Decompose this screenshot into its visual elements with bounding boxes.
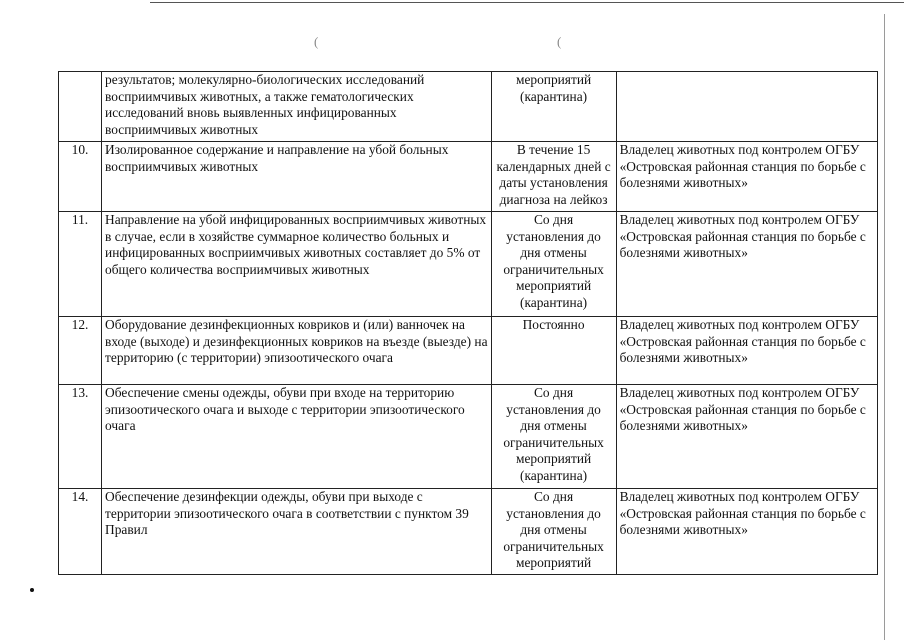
row-number: 12.: [59, 317, 102, 385]
top-edge-line: [150, 2, 904, 3]
table-row: [59, 489, 878, 575]
scan-mark-left: (: [314, 34, 319, 49]
responsible-text: Владелец животных под контролем ОГБУ «Островская районная станция по борьбе с болезнями животных»: [616, 317, 877, 385]
measure-text: результатов; молекулярно-биологических исследований восприимчивых животных, а также гематологических исследований вновь выявленных инфицированных восприимчивых животных: [102, 72, 492, 142]
measure-text: Направление на убой инфицированных восприимчивых животных в случае, если в хозяйстве суммарное количество больных и инфицированных восприимчивых животных составляет до 5% от общего количества восприимчивых животных: [102, 212, 492, 317]
term-text: Постоянно: [491, 317, 616, 385]
row-number: 11.: [59, 212, 102, 317]
measure-text: Обеспечение смены одежды, обуви при входе на территорию эпизоотического очага и выходе с территории эпизоотического очага: [102, 385, 492, 489]
measure-text: Оборудование дезинфекционных ковриков и (или) ванночек на входе (выходе) и дезинфекционных ковриков на въезде (выезде) на территорию (с территории) эпизоотического очага: [102, 317, 492, 385]
responsible-text: Владелец животных под контролем ОГБУ «Островская районная станция по борьбе с болезнями животных»: [616, 489, 877, 575]
right-edge-line: [884, 14, 885, 640]
table-row: [59, 212, 878, 317]
responsible-text: Владелец животных под контролем ОГБУ «Островская районная станция по борьбе с болезнями животных»: [616, 385, 877, 489]
row-number: 14.: [59, 489, 102, 575]
term-text: В течение 15 календарных дней с даты установления диагноза на лейкоз: [491, 142, 616, 212]
measures-table: [58, 71, 878, 575]
term-text: Со дня установления до дня отмены ограничительных мероприятий: [491, 489, 616, 575]
term-text: Со дня установления до дня отмены ограничительных мероприятий (карантина): [491, 385, 616, 489]
table-row: [59, 72, 878, 142]
table-row: [59, 142, 878, 212]
responsible-text: Владелец животных под контролем ОГБУ «Островская районная станция по борьбе с болезнями животных»: [616, 142, 877, 212]
measure-text: Обеспечение дезинфекции одежды, обуви при выходе с территории эпизоотического очага в соответствии с пунктом 39 Правил: [102, 489, 492, 575]
table-row: [59, 385, 878, 489]
term-text: мероприятий (карантина): [491, 72, 616, 142]
table-row: [59, 317, 878, 385]
row-number: 13.: [59, 385, 102, 489]
row-number: [59, 72, 102, 142]
measure-text: Изолированное содержание и направление на убой больных восприимчивых животных: [102, 142, 492, 212]
margin-dot: [30, 588, 34, 592]
responsible-text: Владелец животных под контролем ОГБУ «Островская районная станция по борьбе с болезнями животных»: [616, 212, 877, 317]
term-text: Со дня установления до дня отмены ограничительных мероприятий (карантина): [491, 212, 616, 317]
scan-mark-right: (: [557, 34, 562, 49]
row-number: 10.: [59, 142, 102, 212]
responsible-text: [616, 72, 877, 142]
